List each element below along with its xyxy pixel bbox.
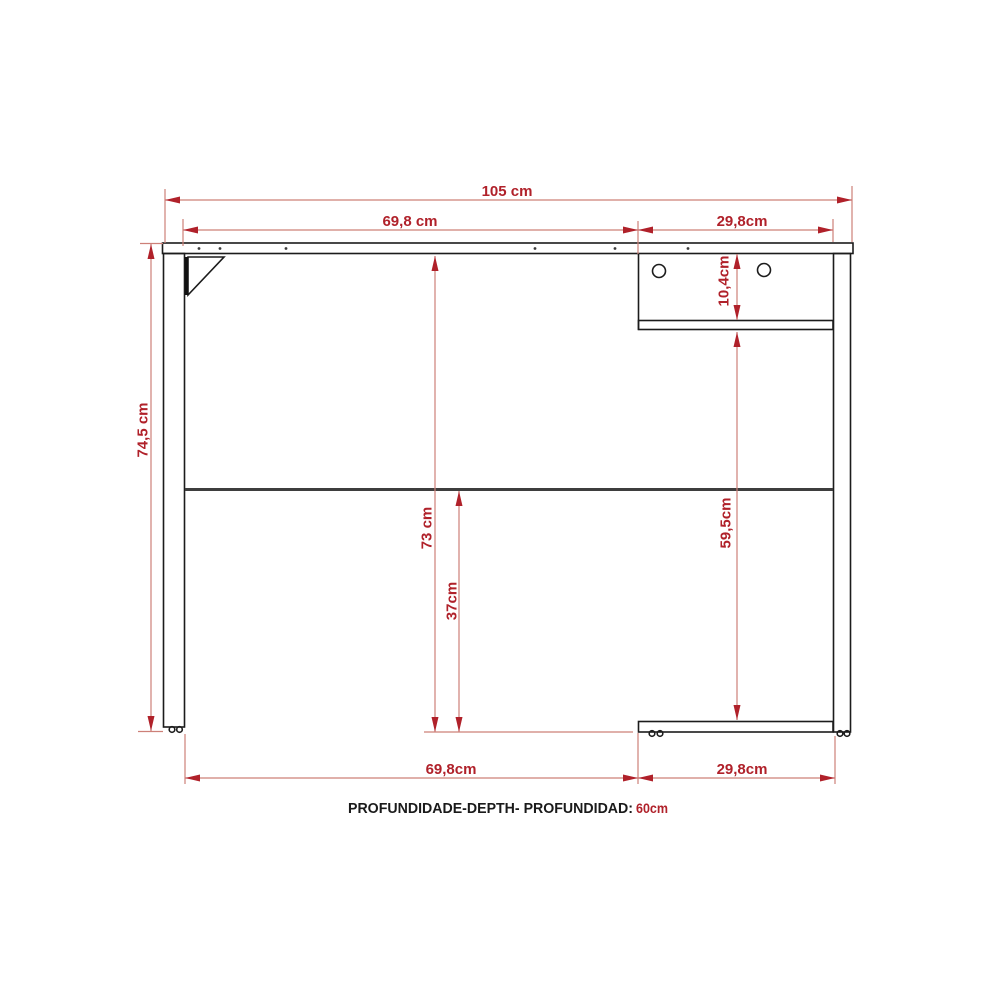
dim-lower-clearance (424, 491, 633, 732)
screw-dot (687, 247, 690, 250)
arrowhead (148, 716, 155, 731)
screw-dot (614, 247, 617, 250)
hutch-shelf (639, 321, 834, 330)
arrowhead (837, 197, 852, 204)
arrowhead (638, 227, 653, 234)
cable-hole-left (653, 265, 666, 278)
dimension-label: 37cm (443, 581, 461, 621)
arrowhead (183, 227, 198, 234)
dim-side-clearance (718, 332, 741, 720)
arrowhead (432, 256, 439, 271)
arrowhead (820, 775, 835, 782)
dimension-label: 10,4cm (715, 255, 733, 307)
dimension-label: 69,8 cm (382, 213, 438, 230)
depth-caption-label: PROFUNDIDADE-DEPTH- PROFUNDIDAD: (348, 801, 633, 817)
tabletop (163, 243, 854, 254)
screw-dot (219, 247, 222, 250)
corner-bracket (187, 257, 225, 295)
dim-hutch-panel-height (716, 254, 741, 320)
arrowhead (734, 254, 741, 269)
dimension-label: 73 cm (418, 506, 436, 550)
dim-total-height (135, 244, 164, 732)
dim-under-top-height (419, 256, 439, 732)
depth-caption-value: 60cm (636, 801, 668, 816)
dimension-label: 74,5 cm (134, 402, 152, 458)
dimension-label: 105 cm (481, 183, 533, 200)
arrowhead (638, 775, 653, 782)
dimension-label: 29,8cm (716, 761, 768, 778)
arrowhead (456, 491, 463, 506)
dim-desk-width-bottom (185, 733, 638, 784)
dim-hutch-width-top (638, 213, 833, 242)
arrowhead (623, 775, 638, 782)
bracket-triangle (188, 257, 224, 295)
screw-dot (198, 247, 201, 250)
screw-dot (534, 247, 537, 250)
base-plinth (639, 722, 834, 733)
arrowhead (165, 197, 180, 204)
dimension-label: 29,8cm (716, 213, 768, 230)
dim-hutch-width-bottom (638, 736, 835, 784)
arrowhead (456, 717, 463, 732)
arrowhead (734, 705, 741, 720)
arrowhead (432, 717, 439, 732)
desk-outline (163, 243, 854, 736)
left-leg (164, 254, 185, 728)
screw-dot (285, 247, 288, 250)
arrowhead (734, 332, 741, 347)
arrowhead (185, 775, 200, 782)
dimension-label: 69,8cm (425, 761, 477, 778)
right-leg (834, 254, 851, 733)
arrowhead (148, 244, 155, 259)
cable-hole-right (758, 264, 771, 277)
arrowhead (734, 305, 741, 320)
arrowhead (623, 227, 638, 234)
depth-caption (348, 801, 668, 817)
dimension-label: 59,5cm (717, 497, 735, 549)
arrowhead (818, 227, 833, 234)
